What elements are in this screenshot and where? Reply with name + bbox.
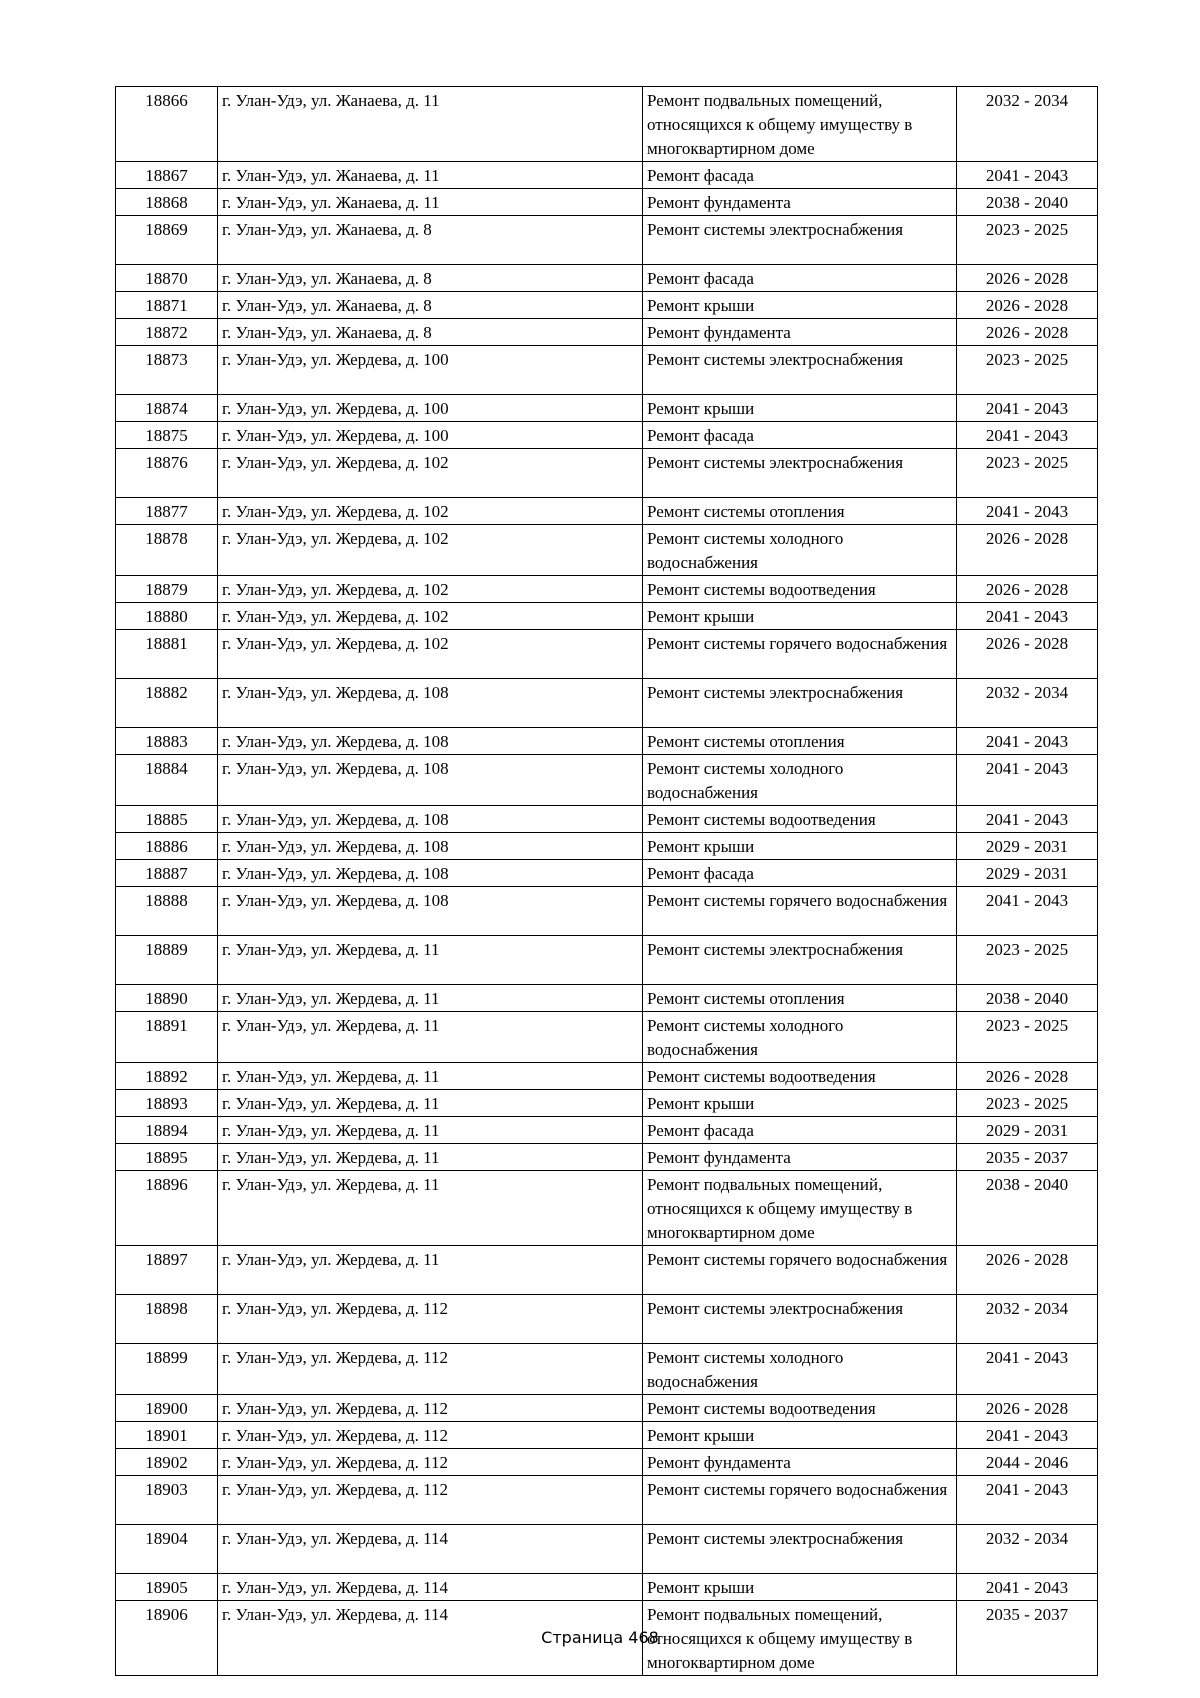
- table-row: [116, 1422, 1098, 1449]
- table-row: [116, 728, 1098, 755]
- period-cell: 2023 - 2025: [957, 346, 1098, 395]
- address-cell: г. Улан-Удэ, ул. Жердева, д. 11: [218, 1171, 643, 1246]
- table-row: [116, 1449, 1098, 1476]
- table-row: [116, 630, 1098, 679]
- period-cell: 2026 - 2028: [957, 630, 1098, 679]
- table-row: [116, 603, 1098, 630]
- address-cell: г. Улан-Удэ, ул. Жердева, д. 100: [218, 346, 643, 395]
- row-number-cell: 18866: [116, 87, 218, 162]
- table-row: [116, 292, 1098, 319]
- table-row: [116, 1246, 1098, 1295]
- work-type-cell: Ремонт фундамента: [643, 189, 957, 216]
- work-type-cell: Ремонт системы холодного водоснабжения: [643, 525, 957, 576]
- period-cell: 2032 - 2034: [957, 679, 1098, 728]
- work-type-cell: Ремонт системы водоотведения: [643, 806, 957, 833]
- address-cell: г. Улан-Удэ, ул. Жанаева, д. 11: [218, 189, 643, 216]
- table-row: [116, 87, 1098, 162]
- table-row: [116, 265, 1098, 292]
- period-cell: 2026 - 2028: [957, 1246, 1098, 1295]
- address-cell: г. Улан-Удэ, ул. Жердева, д. 114: [218, 1574, 643, 1601]
- work-type-cell: Ремонт крыши: [643, 1574, 957, 1601]
- period-cell: 2029 - 2031: [957, 833, 1098, 860]
- work-type-cell: Ремонт системы водоотведения: [643, 576, 957, 603]
- row-number-cell: 18869: [116, 216, 218, 265]
- period-cell: 2041 - 2043: [957, 395, 1098, 422]
- row-number-cell: 18898: [116, 1295, 218, 1344]
- address-cell: г. Улан-Удэ, ул. Жердева, д. 11: [218, 1144, 643, 1171]
- work-type-cell: Ремонт фундамента: [643, 1449, 957, 1476]
- period-cell: 2032 - 2034: [957, 1295, 1098, 1344]
- address-cell: г. Улан-Удэ, ул. Жердева, д. 112: [218, 1295, 643, 1344]
- period-cell: 2041 - 2043: [957, 603, 1098, 630]
- work-type-cell: Ремонт системы холодного водоснабжения: [643, 1344, 957, 1395]
- table-row: [116, 887, 1098, 936]
- address-cell: г. Улан-Удэ, ул. Жердева, д. 102: [218, 603, 643, 630]
- row-number-cell: 18904: [116, 1525, 218, 1574]
- period-cell: 2038 - 2040: [957, 189, 1098, 216]
- table-row: [116, 833, 1098, 860]
- address-cell: г. Улан-Удэ, ул. Жердева, д. 100: [218, 395, 643, 422]
- row-number-cell: 18876: [116, 449, 218, 498]
- work-type-cell: Ремонт системы горячего водоснабжения: [643, 887, 957, 936]
- row-number-cell: 18881: [116, 630, 218, 679]
- table-body: [116, 87, 1098, 1676]
- row-number-cell: 18870: [116, 265, 218, 292]
- row-number-cell: 18903: [116, 1476, 218, 1525]
- row-number-cell: 18885: [116, 806, 218, 833]
- work-type-cell: Ремонт системы холодного водоснабжения: [643, 1012, 957, 1063]
- work-type-cell: Ремонт подвальных помещений, относящихся к общему имуществу в многоквартирном доме: [643, 1601, 957, 1676]
- table-row: [116, 936, 1098, 985]
- work-type-cell: Ремонт крыши: [643, 603, 957, 630]
- address-cell: г. Улан-Удэ, ул. Жердева, д. 102: [218, 576, 643, 603]
- table-row: [116, 319, 1098, 346]
- row-number-cell: 18893: [116, 1090, 218, 1117]
- row-number-cell: 18895: [116, 1144, 218, 1171]
- address-cell: г. Улан-Удэ, ул. Жердева, д. 108: [218, 860, 643, 887]
- work-type-cell: Ремонт системы горячего водоснабжения: [643, 1246, 957, 1295]
- address-cell: г. Улан-Удэ, ул. Жердева, д. 100: [218, 422, 643, 449]
- period-cell: 2041 - 2043: [957, 1476, 1098, 1525]
- work-type-cell: Ремонт крыши: [643, 833, 957, 860]
- table-row: [116, 1117, 1098, 1144]
- work-type-cell: Ремонт системы электроснабжения: [643, 346, 957, 395]
- address-cell: г. Улан-Удэ, ул. Жердева, д. 11: [218, 1063, 643, 1090]
- table-row: [116, 422, 1098, 449]
- address-cell: г. Улан-Удэ, ул. Жердева, д. 108: [218, 806, 643, 833]
- table-row: [116, 1574, 1098, 1601]
- period-cell: 2041 - 2043: [957, 755, 1098, 806]
- row-number-cell: 18879: [116, 576, 218, 603]
- period-cell: 2041 - 2043: [957, 1574, 1098, 1601]
- work-type-cell: Ремонт системы отопления: [643, 498, 957, 525]
- period-cell: 2026 - 2028: [957, 1063, 1098, 1090]
- work-type-cell: Ремонт системы электроснабжения: [643, 216, 957, 265]
- work-type-cell: Ремонт системы электроснабжения: [643, 679, 957, 728]
- row-number-cell: 18888: [116, 887, 218, 936]
- address-cell: г. Улан-Удэ, ул. Жердева, д. 112: [218, 1449, 643, 1476]
- table-row: [116, 860, 1098, 887]
- table-row: [116, 1144, 1098, 1171]
- work-type-cell: Ремонт системы холодного водоснабжения: [643, 755, 957, 806]
- table-row: [116, 1395, 1098, 1422]
- address-cell: г. Улан-Удэ, ул. Жердева, д. 108: [218, 755, 643, 806]
- period-cell: 2041 - 2043: [957, 806, 1098, 833]
- address-cell: г. Улан-Удэ, ул. Жердева, д. 11: [218, 1012, 643, 1063]
- address-cell: г. Улан-Удэ, ул. Жанаева, д. 11: [218, 162, 643, 189]
- table-row: [116, 755, 1098, 806]
- table-row: [116, 1295, 1098, 1344]
- table-row: [116, 1525, 1098, 1574]
- table-row: [116, 1063, 1098, 1090]
- table-row: [116, 576, 1098, 603]
- period-cell: 2041 - 2043: [957, 1344, 1098, 1395]
- address-cell: г. Улан-Удэ, ул. Жердева, д. 112: [218, 1395, 643, 1422]
- table-row: [116, 1476, 1098, 1525]
- address-cell: г. Улан-Удэ, ул. Жердева, д. 11: [218, 936, 643, 985]
- address-cell: г. Улан-Удэ, ул. Жердева, д. 108: [218, 887, 643, 936]
- period-cell: 2026 - 2028: [957, 525, 1098, 576]
- work-type-cell: Ремонт подвальных помещений, относящихся к общему имуществу в многоквартирном доме: [643, 1171, 957, 1246]
- address-cell: г. Улан-Удэ, ул. Жердева, д. 11: [218, 1090, 643, 1117]
- work-type-cell: Ремонт фасада: [643, 265, 957, 292]
- row-number-cell: 18892: [116, 1063, 218, 1090]
- period-cell: 2026 - 2028: [957, 1395, 1098, 1422]
- table-row: [116, 525, 1098, 576]
- address-cell: г. Улан-Удэ, ул. Жердева, д. 112: [218, 1422, 643, 1449]
- row-number-cell: 18872: [116, 319, 218, 346]
- row-number-cell: 18878: [116, 525, 218, 576]
- table-row: [116, 162, 1098, 189]
- row-number-cell: 18880: [116, 603, 218, 630]
- work-type-cell: Ремонт системы горячего водоснабжения: [643, 1476, 957, 1525]
- table-row: [116, 1012, 1098, 1063]
- period-cell: 2041 - 2043: [957, 422, 1098, 449]
- address-cell: г. Улан-Удэ, ул. Жердева, д. 11: [218, 1117, 643, 1144]
- table-row: [116, 449, 1098, 498]
- address-cell: г. Улан-Удэ, ул. Жанаева, д. 8: [218, 216, 643, 265]
- period-cell: 2026 - 2028: [957, 292, 1098, 319]
- work-type-cell: Ремонт фасада: [643, 162, 957, 189]
- row-number-cell: 18890: [116, 985, 218, 1012]
- row-number-cell: 18871: [116, 292, 218, 319]
- table-row: [116, 216, 1098, 265]
- row-number-cell: 18899: [116, 1344, 218, 1395]
- row-number-cell: 18882: [116, 679, 218, 728]
- address-cell: г. Улан-Удэ, ул. Жердева, д. 108: [218, 833, 643, 860]
- table-row: [116, 189, 1098, 216]
- address-cell: г. Улан-Удэ, ул. Жердева, д. 102: [218, 449, 643, 498]
- period-cell: 2023 - 2025: [957, 1012, 1098, 1063]
- row-number-cell: 18868: [116, 189, 218, 216]
- row-number-cell: 18877: [116, 498, 218, 525]
- period-cell: 2044 - 2046: [957, 1449, 1098, 1476]
- period-cell: 2029 - 2031: [957, 860, 1098, 887]
- row-number-cell: 18887: [116, 860, 218, 887]
- period-cell: 2023 - 2025: [957, 936, 1098, 985]
- address-cell: г. Улан-Удэ, ул. Жердева, д. 11: [218, 985, 643, 1012]
- work-type-cell: Ремонт системы отопления: [643, 985, 957, 1012]
- period-cell: 2041 - 2043: [957, 887, 1098, 936]
- row-number-cell: 18900: [116, 1395, 218, 1422]
- work-type-cell: Ремонт системы отопления: [643, 728, 957, 755]
- period-cell: 2032 - 2034: [957, 87, 1098, 162]
- work-type-cell: Ремонт системы горячего водоснабжения: [643, 630, 957, 679]
- work-type-cell: Ремонт системы водоотведения: [643, 1063, 957, 1090]
- period-cell: 2023 - 2025: [957, 449, 1098, 498]
- work-type-cell: Ремонт фасада: [643, 860, 957, 887]
- period-cell: 2026 - 2028: [957, 265, 1098, 292]
- work-type-cell: Ремонт фасада: [643, 422, 957, 449]
- address-cell: г. Улан-Удэ, ул. Жердева, д. 102: [218, 525, 643, 576]
- table-row: [116, 346, 1098, 395]
- table-row: [116, 1090, 1098, 1117]
- work-type-cell: Ремонт фундамента: [643, 319, 957, 346]
- address-cell: г. Улан-Удэ, ул. Жердева, д. 114: [218, 1601, 643, 1676]
- work-type-cell: Ремонт системы электроснабжения: [643, 449, 957, 498]
- work-type-cell: Ремонт системы электроснабжения: [643, 936, 957, 985]
- table-row: [116, 679, 1098, 728]
- period-cell: 2035 - 2037: [957, 1144, 1098, 1171]
- row-number-cell: 18901: [116, 1422, 218, 1449]
- row-number-cell: 18902: [116, 1449, 218, 1476]
- address-cell: г. Улан-Удэ, ул. Жердева, д. 108: [218, 728, 643, 755]
- row-number-cell: 18867: [116, 162, 218, 189]
- period-cell: 2035 - 2037: [957, 1601, 1098, 1676]
- capital-repair-table: [115, 86, 1098, 1676]
- period-cell: 2026 - 2028: [957, 576, 1098, 603]
- period-cell: 2026 - 2028: [957, 319, 1098, 346]
- address-cell: г. Улан-Удэ, ул. Жердева, д. 11: [218, 1246, 643, 1295]
- period-cell: 2038 - 2040: [957, 1171, 1098, 1246]
- table-row: [116, 1171, 1098, 1246]
- period-cell: 2041 - 2043: [957, 162, 1098, 189]
- work-type-cell: Ремонт системы электроснабжения: [643, 1525, 957, 1574]
- row-number-cell: 18889: [116, 936, 218, 985]
- period-cell: 2038 - 2040: [957, 985, 1098, 1012]
- work-type-cell: Ремонт подвальных помещений, относящихся к общему имуществу в многоквартирном доме: [643, 87, 957, 162]
- table-row: [116, 498, 1098, 525]
- row-number-cell: 18886: [116, 833, 218, 860]
- table-row: [116, 985, 1098, 1012]
- work-type-cell: Ремонт системы водоотведения: [643, 1395, 957, 1422]
- address-cell: г. Улан-Удэ, ул. Жанаева, д. 11: [218, 87, 643, 162]
- address-cell: г. Улан-Удэ, ул. Жердева, д. 112: [218, 1344, 643, 1395]
- address-cell: г. Улан-Удэ, ул. Жанаева, д. 8: [218, 319, 643, 346]
- row-number-cell: 18896: [116, 1171, 218, 1246]
- period-cell: 2023 - 2025: [957, 1090, 1098, 1117]
- address-cell: г. Улан-Удэ, ул. Жердева, д. 108: [218, 679, 643, 728]
- period-cell: 2023 - 2025: [957, 216, 1098, 265]
- period-cell: 2041 - 2043: [957, 728, 1098, 755]
- row-number-cell: 18875: [116, 422, 218, 449]
- row-number-cell: 18891: [116, 1012, 218, 1063]
- address-cell: г. Улан-Удэ, ул. Жердева, д. 102: [218, 630, 643, 679]
- page-number: Страница 468: [541, 1628, 659, 1647]
- row-number-cell: 18884: [116, 755, 218, 806]
- table-row: [116, 1344, 1098, 1395]
- work-type-cell: Ремонт системы электроснабжения: [643, 1295, 957, 1344]
- work-type-cell: Ремонт крыши: [643, 395, 957, 422]
- work-type-cell: Ремонт фасада: [643, 1117, 957, 1144]
- row-number-cell: 18906: [116, 1601, 218, 1676]
- row-number-cell: 18894: [116, 1117, 218, 1144]
- table-row: [116, 395, 1098, 422]
- address-cell: г. Улан-Удэ, ул. Жердева, д. 102: [218, 498, 643, 525]
- row-number-cell: 18905: [116, 1574, 218, 1601]
- table-row: [116, 806, 1098, 833]
- address-cell: г. Улан-Удэ, ул. Жанаева, д. 8: [218, 265, 643, 292]
- address-cell: г. Улан-Удэ, ул. Жердева, д. 114: [218, 1525, 643, 1574]
- period-cell: 2041 - 2043: [957, 498, 1098, 525]
- address-cell: г. Улан-Удэ, ул. Жердева, д. 112: [218, 1476, 643, 1525]
- work-type-cell: Ремонт фундамента: [643, 1144, 957, 1171]
- period-cell: 2032 - 2034: [957, 1525, 1098, 1574]
- work-type-cell: Ремонт крыши: [643, 292, 957, 319]
- row-number-cell: 18897: [116, 1246, 218, 1295]
- period-cell: 2041 - 2043: [957, 1422, 1098, 1449]
- row-number-cell: 18883: [116, 728, 218, 755]
- work-type-cell: Ремонт крыши: [643, 1422, 957, 1449]
- row-number-cell: 18873: [116, 346, 218, 395]
- row-number-cell: 18874: [116, 395, 218, 422]
- work-type-cell: Ремонт крыши: [643, 1090, 957, 1117]
- address-cell: г. Улан-Удэ, ул. Жанаева, д. 8: [218, 292, 643, 319]
- period-cell: 2029 - 2031: [957, 1117, 1098, 1144]
